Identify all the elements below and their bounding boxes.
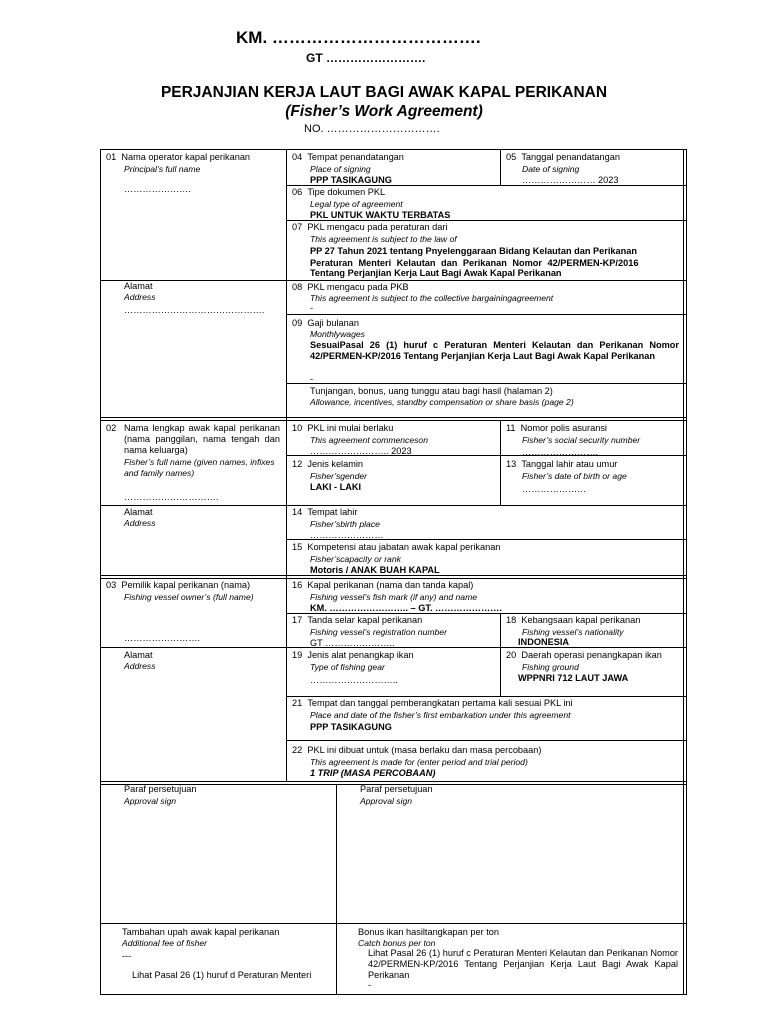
field-label: PKL mengacu pada PKB (307, 282, 409, 292)
section-number: 20 (506, 650, 517, 660)
field-label-en: Date of signing (522, 164, 580, 174)
section-number: 22 (292, 745, 303, 755)
section-number: 11 (506, 423, 516, 433)
section-number: 15 (292, 542, 303, 552)
field-label: Nomor polis asuransi (520, 423, 607, 433)
field-label: Gaji bulanan (307, 318, 359, 328)
field-label: Tunjangan, bonus, uang tunggu atau bagi hasil (halaman 2) (310, 386, 553, 396)
governing-law-line-2: Peraturan Menteri Kelautan dan Perikanan Nomor 42/PERMEN-KP/2016 (310, 258, 639, 268)
field-label: Tanggal penandatangan (521, 152, 620, 162)
field-label: Tanggal lahir atau umur (521, 459, 618, 469)
field-label: Alamat (124, 281, 153, 291)
monthly-wages-dash: - (310, 374, 314, 384)
fishing-gear-value[interactable]: ……………………….. (310, 675, 398, 685)
field-label-en: Fisher’sbirth place (310, 519, 380, 529)
monthly-wages-value: SesuaiPasal 26 (1) huruf c Peraturan Menteri Kelautan dan Perikanan Nomor 42/PERMEN-KP/2016 Tentang Perjanjian Kerja Laut Bagi Awak Kapal Perikanan (310, 340, 679, 361)
field-label-en: Address (124, 518, 156, 528)
agreement-number: NO. …………………………. (304, 123, 440, 135)
field-label-en: Approval sign (124, 796, 177, 806)
section-number: 07 (292, 222, 303, 232)
field-label: Alamat (124, 650, 153, 660)
field-label-en: Fishing vessel’s registration number (310, 627, 447, 637)
legal-type-value: PKL UNTUK WAKTU TERBATAS (310, 210, 451, 220)
field-label: Tanda selar kapal perikanan (307, 615, 423, 625)
field-label-en: This agreement is subject to the collective bargainingagreement (310, 293, 554, 303)
field-label: PKL ini mulai berlaku (307, 423, 394, 433)
section-number: 10 (292, 423, 303, 433)
section-number: 08 (292, 282, 303, 292)
field-label: Pemilik kapal perikanan (nama) (121, 580, 251, 590)
field-label: Paraf persetujuan (124, 784, 197, 794)
catch-bonus-note: Lihat Pasal 26 (1) huruf c Peraturan Menteri Kelautan dan Perikanan Nomor 42/PERMEN-KP/2016 Tentang Perjanjian Kerja Laut Bagi Awak Kapal Perikanan (368, 948, 678, 980)
field-label-en: Catch bonus per ton (358, 938, 436, 948)
field-label: PKL mengacu pada peraturan dari (307, 222, 448, 232)
field-label-en: Type of fishing gear (310, 662, 385, 672)
field-label-en: Monthlywages (310, 329, 365, 339)
document-title: PERJANJIAN KERJA LAUT BAGI AWAK KAPAL PERIKANAN (160, 84, 608, 101)
field-label: Tempat lahir (307, 507, 358, 517)
section-number: 09 (292, 318, 303, 328)
period-value: 1 TRIP (MASA PERCOBAAN) (310, 768, 436, 778)
catch-bonus-dash: - (368, 980, 372, 990)
section-number: 16 (292, 580, 303, 590)
field-label: PKL ini dibuat untuk (masa berlaku dan masa percobaan) (307, 745, 542, 755)
field-label-en: Fisher’s social security number (522, 435, 641, 445)
field-label: Tambahan upah awak kapal perikanan (122, 927, 280, 937)
section-number: 05 (506, 152, 517, 162)
embarkation-value: PPP TASIKAGUNG (310, 722, 392, 732)
field-label-en: Fishing vessel’s fish mark (if any) and name (310, 592, 478, 602)
fishing-ground-value: WPPNRI 712 LAUT JAWA (518, 673, 629, 683)
vessel-owner-field[interactable]: ……………………. (124, 633, 201, 643)
governing-law-line-3: Tentang Perjanjian Kerja Laut Bagi Awak Kapal Perikanan (310, 268, 562, 278)
field-label-en: Additional fee of fisher (122, 938, 208, 948)
section-number: 04 (292, 152, 303, 162)
field-label-en: This agreement is made for (enter period and trial period) (310, 757, 528, 767)
field-label-en: Fishing ground (522, 662, 579, 672)
field-label-en: Fisher’scapacity or rank (310, 554, 401, 564)
km-line: KM. ………………………………. (236, 28, 481, 47)
field-label: Jenis alat penangkap ikan (307, 650, 414, 660)
section-number: 12 (292, 459, 303, 469)
section-number: 18 (506, 615, 517, 625)
gt-line: GT ……………………. (306, 51, 426, 65)
field-label: Kebangsaan kapal perikanan (521, 615, 641, 625)
field-label: Tempat dan tanggal pemberangkatan pertama kali sesuai PKL ini (307, 698, 573, 708)
section-number: 17 (292, 615, 303, 625)
section-number: 03 (106, 580, 117, 590)
section-number: 02 (106, 423, 117, 433)
field-label: Bonus ikan hasiltangkapan per ton (358, 927, 499, 937)
field-label: Kompetensi atau jabatan awak kapal perikanan (307, 542, 501, 552)
field-label: Kapal perikanan (nama dan tanda kapal) (307, 580, 474, 590)
field-label-en: This agreement commenceson (310, 435, 428, 445)
operator-address-field[interactable]: ………………………………………. (124, 305, 265, 315)
place-of-signing-value[interactable]: PPP TASIKAGUNG (310, 175, 392, 185)
registration-value[interactable]: GT ………………….. (310, 638, 395, 648)
section-number: 14 (292, 507, 303, 517)
field-label-en: This agreement is subject to the law of (310, 234, 457, 244)
birth-place-value[interactable]: …………………… (310, 530, 384, 540)
fisher-name-field[interactable]: …………………………. (124, 492, 219, 502)
field-label: Nama lengkap awak kapal perikanan (nama panggilan, nama tengah dan nama keluarga) (124, 423, 280, 455)
document-subtitle: (Fisher’s Work Agreement) (285, 103, 483, 120)
governing-law-line-1: PP 27 Tahun 2021 tentang Pnyelenggaraan Bidang Kelautan dan Perikanan (310, 246, 637, 256)
section-number: 06 (292, 187, 303, 197)
operator-name-field[interactable]: …………………. (124, 184, 191, 194)
gender-value: LAKI - LAKI (310, 482, 362, 492)
nationality-value: INDONESIA (518, 637, 570, 647)
field-label-en: Approval sign (360, 796, 413, 806)
birth-date-value[interactable]: ………………… (522, 484, 587, 494)
field-label: Alamat (124, 507, 153, 517)
field-label-en: Fishing vessel’s nationality (522, 627, 624, 637)
field-label-en: Fisher’sgender (310, 471, 368, 481)
date-of-signing-value[interactable]: …………………… 2023 (522, 175, 619, 185)
vessel-value[interactable]: KM. …………………….. – GT. …………………. (310, 603, 502, 613)
section-number: 19 (292, 650, 303, 660)
field-label-en: Address (124, 661, 156, 671)
field-label-en: Place of signing (310, 164, 371, 174)
field-label-en: Address (124, 292, 156, 302)
field-label-en: Allowance, incentives, standby compensation or share basis (page 2) (310, 397, 574, 407)
pkb-value: - (310, 303, 314, 313)
field-label-en: Fisher’s date of birth or age (522, 471, 627, 481)
field-label: Tipe dokumen PKL (307, 187, 386, 197)
commencement-value[interactable]: …………………….. 2023 (310, 446, 412, 456)
field-label: Paraf persetujuan (360, 784, 433, 794)
field-label-en: Legal type of agreement (310, 199, 403, 209)
section-number: 01 (106, 152, 117, 162)
section-number: 21 (292, 698, 303, 708)
section-number: 13 (506, 459, 517, 469)
field-label: Tempat penandatangan (307, 152, 404, 162)
insurance-value[interactable]: ……………………. (522, 447, 599, 457)
field-label-en: Fisher’s full name (given names, infixes and family names) (124, 457, 275, 478)
field-label-en: Principal’s full name (124, 164, 201, 174)
field-label: Jenis kelamin (307, 459, 364, 469)
field-label-en: Fishing vessel owner’s (full name) (124, 592, 254, 602)
field-label: Daerah operasi penangkapan ikan (521, 650, 662, 660)
capacity-value: Motoris / ANAK BUAH KAPAL (310, 565, 440, 575)
field-label-en: Place and date of the fisher’s first embarkation under this agreement (310, 710, 571, 720)
additional-fee-dash: --- (122, 951, 132, 961)
additional-fee-note: Lihat Pasal 26 (1) huruf d Peraturan Menteri (132, 970, 312, 980)
field-label: Nama operator kapal perikanan (121, 152, 251, 162)
